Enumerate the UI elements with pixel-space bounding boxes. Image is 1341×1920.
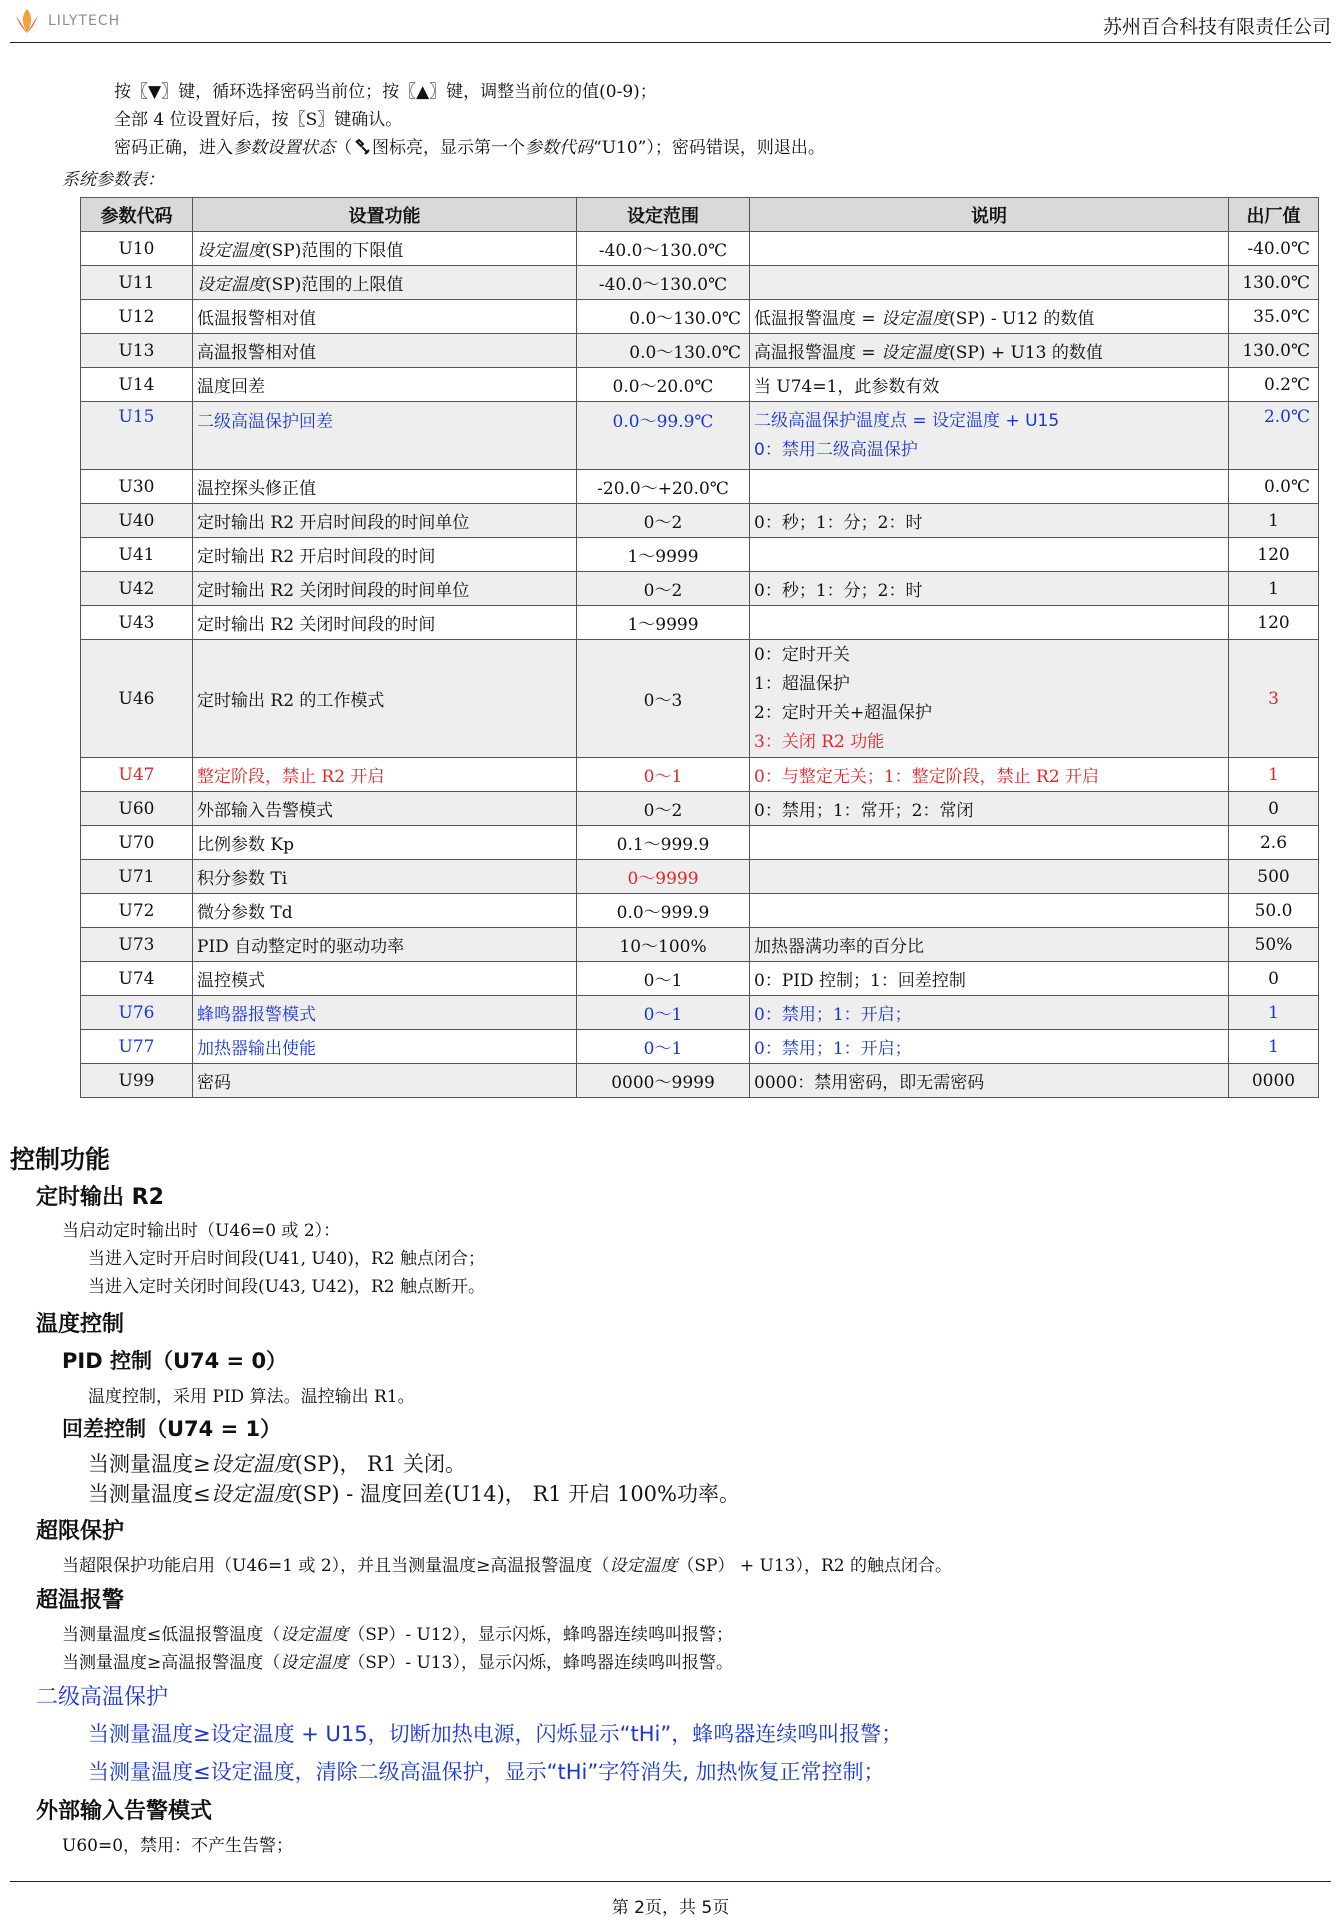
table-row [81,266,1319,300]
param-function: 低温报警相对值 [193,300,577,334]
param-default: 3 [1229,640,1319,758]
param-range: 0～2 [577,792,750,826]
table-row [81,928,1319,962]
hysteresis-text: 当测量温度≥ [88,1452,211,1476]
param-range: 0～1 [577,962,750,996]
overlimit-text: （SP） + U13），R2 的触点闭合。 [677,1556,953,1576]
alarm-text: （SP）- U12），显示闪烁，蜂鸣器连续鸣叫报警； [348,1625,733,1645]
section-title-control: 控制功能 [10,1145,111,1174]
param-default: 1 [1229,758,1319,792]
param-description [750,860,1229,894]
param-range: -40.0～130.0℃ [577,232,750,266]
table-row [81,334,1319,368]
emphasis-text: 设定温度 [197,275,265,295]
overlimit-text: 当超限保护功能启用（U46=1 或 2），并且当测量温度≥高温报警温度（ [62,1556,610,1576]
param-code: U99 [81,1064,193,1098]
param-description [750,300,1229,334]
section-title-overlimit: 超限保护 [36,1519,125,1544]
emphasis-text: 设定温度 [280,1625,349,1645]
param-description [750,894,1229,928]
param-default: 500 [1229,860,1319,894]
description-line: 0：禁用二级高温保护 [754,439,918,460]
param-code: U77 [81,1030,193,1064]
param-default: 120 [1229,538,1319,572]
param-function: 定时输出 R2 开启时间段的时间 [193,538,577,572]
company-name: 苏州百合科技有限责任公司 [1102,16,1331,38]
param-code: U76 [81,996,193,1030]
intro-text: “U10”）；密码错误，则退出。 [593,138,825,158]
page-number: 第 2页，共 5页 [611,1898,730,1918]
param-default: 1 [1229,572,1319,606]
company-logo [12,4,120,38]
param-code: U71 [81,860,193,894]
hysteresis-text: (SP) - 温度回差(U14)， R1 开启 100%功率。 [294,1482,740,1506]
param-function: 定时输出 R2 的工作模式 [193,640,577,758]
param-description: 当 U74=1，此参数有效 [750,368,1229,402]
secondary-line-1: 当测量温度≥设定温度 + U15，切断加热电源，闪烁显示“tHi”，蜂鸣器连续鸣叫报警； [88,1722,903,1746]
param-default: 0 [1229,962,1319,996]
section-title-pid: PID 控制（U74 = 0） [62,1349,288,1373]
emphasis-text: 设定温度 [210,1482,295,1506]
description-line: 1：超温保护 [754,673,850,694]
wrench-icon [352,134,372,162]
param-code: U12 [81,300,193,334]
param-function: 温度回差 [193,368,577,402]
param-default: 1 [1229,504,1319,538]
param-code: U46 [81,640,193,758]
alarm-line-2 [62,1648,733,1673]
alarm-text: 当测量温度≥高温报警温度（ [62,1653,281,1673]
secondary-line-2: 当测量温度≤设定温度，清除二级高温保护，显示“tHi”字符消失, 加热恢复正常控制； [88,1760,885,1784]
table-row [81,572,1319,606]
section-title-temp: 温度控制 [36,1312,125,1337]
function-text: (SP)范围的上限值 [265,275,404,295]
hysteresis-line-1 [88,1448,466,1478]
param-code: U72 [81,894,193,928]
table-row [81,402,1319,470]
param-function: 温控模式 [193,962,577,996]
hysteresis-line-2 [88,1478,740,1508]
param-description [750,402,1229,470]
param-code: U41 [81,538,193,572]
emphasis-text: 设定温度 [197,241,265,261]
table-row [81,996,1319,1030]
system-parameter-table [80,197,1319,1098]
param-default: 0.0℃ [1229,470,1319,504]
col-header-default: 出厂值 [1229,198,1319,232]
intro-text: 图标亮，显示第一个 [372,138,525,158]
table-row [81,758,1319,792]
param-range: 0～1 [577,996,750,1030]
footer-divider [10,1881,1331,1882]
param-default: 130.0℃ [1229,266,1319,300]
param-range: 0.0～130.0℃ [577,334,750,368]
param-default: 1 [1229,1030,1319,1064]
param-description [750,266,1229,300]
param-function: 积分参数 Ti [193,860,577,894]
hysteresis-text: 当测量温度≤ [88,1482,211,1506]
intro-line-2: 全部 4 位设置好后，按〖S〗键确认。 [114,110,403,130]
pid-text: 温度控制，采用 PID 算法。温控输出 R1。 [88,1387,415,1407]
intro-emphasis: 参数设置状态 [233,138,335,158]
external-line-1: U60=0，禁用：不产生告警； [62,1836,294,1856]
param-default: 50% [1229,928,1319,962]
table-row [81,606,1319,640]
description-line: 二级高温保护温度点 = 设定温度 + U15 [754,410,1060,431]
param-code: U30 [81,470,193,504]
alarm-text: （SP）- U13），显示闪烁，蜂鸣器连续鸣叫报警。 [348,1653,733,1673]
section-title-external: 外部输入告警模式 [36,1799,213,1824]
param-description [750,538,1229,572]
param-range: -20.0～+20.0℃ [577,470,750,504]
header-divider [10,42,1331,43]
param-range: 0～1 [577,758,750,792]
section-title-alarm: 超温报警 [36,1588,125,1613]
param-range: 0.0～999.9 [577,894,750,928]
param-description: 0：禁用；1：开启； [750,996,1229,1030]
col-header-range: 设定范围 [577,198,750,232]
alarm-line-1 [62,1620,733,1645]
table-row [81,470,1319,504]
param-function: 微分参数 Td [193,894,577,928]
param-function: 蜂鸣器报警模式 [193,996,577,1030]
param-code: U11 [81,266,193,300]
timer-line-2: 当进入定时开启时间段(U41, U40)，R2 触点闭合； [88,1249,486,1269]
intro-text: 密码正确，进入 [114,138,233,158]
table-row [81,792,1319,826]
emphasis-text: 设定温度 [881,309,950,329]
emphasis-text: 设定温度 [280,1653,349,1673]
timer-line-1: 当启动定时输出时（U46=0 或 2）： [62,1221,341,1241]
col-header-code: 参数代码 [81,198,193,232]
param-function: 温控探头修正值 [193,470,577,504]
param-description: 0：秒；1：分；2：时 [750,504,1229,538]
param-default: 130.0℃ [1229,334,1319,368]
table-row [81,1030,1319,1064]
param-description: 加热器满功率的百分比 [750,928,1229,962]
param-function: 外部输入告警模式 [193,792,577,826]
param-description [750,470,1229,504]
param-range: 10～100% [577,928,750,962]
param-function: 定时输出 R2 关闭时间段的时间 [193,606,577,640]
table-row [81,1064,1319,1098]
param-function: 高温报警相对值 [193,334,577,368]
param-default: 0.2℃ [1229,368,1319,402]
param-default: 2.6 [1229,826,1319,860]
param-function: 比例参数 Kp [193,826,577,860]
param-description [750,640,1229,758]
param-default: 2.0℃ [1229,402,1319,470]
alarm-text: 当测量温度≤低温报警温度（ [62,1625,281,1645]
param-code: U74 [81,962,193,996]
table-row [81,368,1319,402]
param-default: 120 [1229,606,1319,640]
param-code: U47 [81,758,193,792]
section-title-timer: 定时输出 R2 [36,1185,164,1210]
section-title-secondary: 二级高温保护 [36,1685,169,1710]
param-default: 35.0℃ [1229,300,1319,334]
table-row [81,894,1319,928]
param-default: 0 [1229,792,1319,826]
description-text: (SP) - U12 的数值 [949,309,1095,329]
function-text: (SP)范围的下限值 [265,241,404,261]
param-description: 0：禁用；1：开启； [750,1030,1229,1064]
table-row [81,538,1319,572]
param-code: U60 [81,792,193,826]
param-description: 0：PID 控制；1：回差控制 [750,962,1229,996]
intro-emphasis: 参数代码 [525,138,593,158]
param-range: 0～9999 [577,860,750,894]
param-function [193,232,577,266]
param-code: U15 [81,402,193,470]
param-code: U43 [81,606,193,640]
param-function: PID 自动整定时的驱动功率 [193,928,577,962]
param-range: 1～9999 [577,538,750,572]
param-range: 0～3 [577,640,750,758]
table-row [81,232,1319,266]
param-code: U10 [81,232,193,266]
param-description: 0000：禁用密码，即无需密码 [750,1064,1229,1098]
param-function: 加热器输出使能 [193,1030,577,1064]
description-text: 低温报警温度 = [754,309,882,329]
param-range: 0～1 [577,1030,750,1064]
col-header-description: 说明 [750,198,1229,232]
param-range: 0～2 [577,504,750,538]
param-code: U40 [81,504,193,538]
description-line: 2：定时开关+超温保护 [754,702,933,723]
description-text: (SP) + U13 的数值 [949,343,1103,363]
emphasis-text: 设定温度 [210,1452,295,1476]
param-code: U73 [81,928,193,962]
table-caption: 系统参数表： [62,170,164,190]
param-description: 0：禁用；1：常开；2：常闭 [750,792,1229,826]
table-row [81,826,1319,860]
param-range: 0～2 [577,572,750,606]
param-description: 0：秒；1：分；2：时 [750,572,1229,606]
param-function: 密码 [193,1064,577,1098]
section-title-hysteresis: 回差控制（U74 = 1） [62,1417,282,1441]
lily-logo-icon [12,6,42,36]
table-row [81,640,1319,758]
param-code: U70 [81,826,193,860]
param-function: 二级高温保护回差 [193,402,577,470]
param-code: U13 [81,334,193,368]
table-row [81,300,1319,334]
logo-text: LILYTECH [48,13,121,29]
param-description [750,232,1229,266]
description-text: 高温报警温度 = [754,343,882,363]
table-header-row [81,198,1319,232]
emphasis-text: 设定温度 [881,343,950,363]
param-default: 1 [1229,996,1319,1030]
param-function: 定时输出 R2 开启时间段的时间单位 [193,504,577,538]
col-header-function: 设置功能 [193,198,577,232]
param-function: 整定阶段，禁止 R2 开启 [193,758,577,792]
param-description [750,334,1229,368]
param-function: 定时输出 R2 关闭时间段的时间单位 [193,572,577,606]
intro-text: （ [335,138,352,158]
timer-line-3: 当进入定时关闭时间段(U43, U42)，R2 触点断开。 [88,1277,486,1297]
param-range: 0.1～999.9 [577,826,750,860]
param-default: 50.0 [1229,894,1319,928]
param-range: 1～9999 [577,606,750,640]
param-function [193,266,577,300]
description-line: 0：定时开关 [754,644,850,665]
param-range: 0.0～20.0℃ [577,368,750,402]
overlimit-line-1 [62,1551,952,1576]
intro-line-3 [114,134,825,162]
table-row [81,504,1319,538]
param-description: 0：与整定无关；1：整定阶段，禁止 R2 开启 [750,758,1229,792]
param-code: U14 [81,368,193,402]
param-default: -40.0℃ [1229,232,1319,266]
emphasis-text: 设定温度 [609,1556,678,1576]
description-line: 3：关闭 R2 功能 [754,731,885,752]
param-code: U42 [81,572,193,606]
table-row [81,860,1319,894]
param-range: 0.0～99.9℃ [577,402,750,470]
param-description [750,826,1229,860]
hysteresis-text: (SP)， R1 关闭。 [294,1452,467,1476]
intro-line-1: 按〖▼〗键，循环选择密码当前位；按〖▲〗键，调整当前位的值(0-9)； [114,82,657,102]
param-range: 0000～9999 [577,1064,750,1098]
table-row [81,962,1319,996]
param-default: 0000 [1229,1064,1319,1098]
param-range: -40.0～130.0℃ [577,266,750,300]
param-description [750,606,1229,640]
param-range: 0.0～130.0℃ [577,300,750,334]
